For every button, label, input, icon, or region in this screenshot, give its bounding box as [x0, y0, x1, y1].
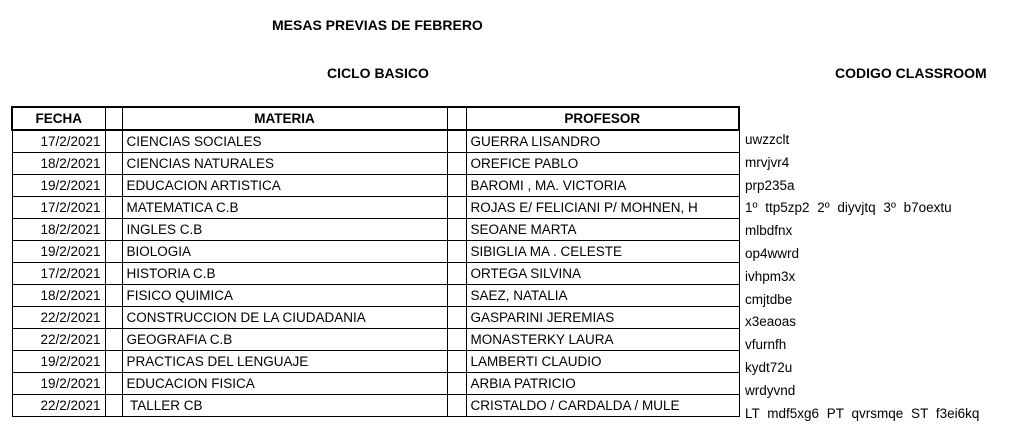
- cell-fecha: 17/2/2021: [12, 130, 105, 153]
- cell-spacer: [105, 130, 122, 153]
- table-row: [12, 263, 739, 285]
- cell-materia: CIENCIAS SOCIALES: [122, 130, 447, 153]
- table-row: [12, 153, 739, 175]
- cell-materia: CIENCIAS NATURALES: [122, 153, 447, 175]
- cell-spacer: [447, 285, 466, 307]
- cell-fecha: 22/2/2021: [12, 329, 105, 351]
- cell-spacer: [447, 329, 466, 351]
- cell-spacer: [105, 175, 122, 197]
- cell-spacer: [447, 197, 466, 219]
- cell-spacer: [447, 241, 466, 263]
- table-header-row: [12, 107, 739, 130]
- classroom-code: mlbdfnx: [745, 223, 793, 239]
- table-row: [12, 373, 739, 395]
- cell-profesor: ARBIA PATRICIO: [466, 373, 739, 395]
- cell-profesor: GASPARINI JEREMIAS: [466, 307, 739, 329]
- cell-fecha: 19/2/2021: [12, 351, 105, 373]
- header-fecha: FECHA: [12, 107, 105, 130]
- cell-materia: CONSTRUCCION DE LA CIUDADANIA: [122, 307, 447, 329]
- cell-profesor: ORTEGA SILVINA: [466, 263, 739, 285]
- classroom-code-heading: CODIGO CLASSROOM: [835, 65, 987, 81]
- cell-profesor: ROJAS E/ FELICIANI P/ MOHNEN, H: [466, 197, 739, 219]
- cell-materia: EDUCACION ARTISTICA: [122, 175, 447, 197]
- cell-fecha: 18/2/2021: [12, 285, 105, 307]
- cell-profesor: SIBIGLIA MA . CELESTE: [466, 241, 739, 263]
- cell-spacer: [105, 351, 122, 373]
- cell-fecha: 19/2/2021: [12, 175, 105, 197]
- cell-materia: INGLES C.B: [122, 219, 447, 241]
- classroom-code: mrvjvr4: [745, 154, 790, 170]
- cell-profesor: SEOANE MARTA: [466, 219, 739, 241]
- cell-spacer: [447, 219, 466, 241]
- cell-spacer: [105, 307, 122, 329]
- cell-spacer: [447, 307, 466, 329]
- cell-materia: EDUCACION FISICA: [122, 373, 447, 395]
- table-row: [12, 197, 739, 219]
- table-row: [12, 395, 739, 417]
- table-row: [12, 130, 739, 153]
- classroom-code: kydt72u: [745, 359, 793, 375]
- cell-spacer: [447, 175, 466, 197]
- cell-materia: MATEMATICA C.B: [122, 197, 447, 219]
- cell-spacer: [105, 329, 122, 351]
- cell-materia: FISICO QUIMICA: [122, 285, 447, 307]
- classroom-code: vfurnfh: [745, 337, 787, 353]
- cell-spacer: [105, 219, 122, 241]
- section-subtitle: CICLO BASICO: [327, 65, 429, 81]
- classroom-codes-column: [745, 129, 979, 425]
- cell-fecha: 22/2/2021: [12, 307, 105, 329]
- table-row: [12, 219, 739, 241]
- cell-spacer: [105, 373, 122, 395]
- cell-profesor: MONASTERKY LAURA: [466, 329, 739, 351]
- cell-fecha: 18/2/2021: [12, 219, 105, 241]
- cell-spacer: [105, 197, 122, 219]
- cell-profesor: GUERRA LISANDRO: [466, 130, 739, 153]
- cell-fecha: 17/2/2021: [12, 197, 105, 219]
- cell-materia: HISTORIA C.B: [122, 263, 447, 285]
- cell-profesor: BAROMI , MA. VICTORIA: [466, 175, 739, 197]
- classroom-code: wrdyvnd: [745, 382, 796, 398]
- cell-spacer: [447, 263, 466, 285]
- cell-materia: GEOGRAFIA C.B: [122, 329, 447, 351]
- table-row: [12, 351, 739, 373]
- schedule-table: [11, 106, 740, 417]
- cell-fecha: 17/2/2021: [12, 263, 105, 285]
- cell-spacer: [447, 351, 466, 373]
- table-row: [12, 329, 739, 351]
- header-materia: MATERIA: [122, 107, 447, 130]
- document-title: MESAS PREVIAS DE FEBRERO: [272, 17, 483, 33]
- cell-spacer: [105, 263, 122, 285]
- cell-profesor: LAMBERTI CLAUDIO: [466, 351, 739, 373]
- cell-spacer: [447, 153, 466, 175]
- cell-fecha: 18/2/2021: [12, 153, 105, 175]
- table-row: [12, 307, 739, 329]
- header-profesor: PROFESOR: [466, 107, 739, 130]
- cell-spacer: [105, 241, 122, 263]
- cell-fecha: 19/2/2021: [12, 373, 105, 395]
- cell-spacer: [105, 395, 122, 417]
- classroom-code: 1º ttp5zp2 2º diyvjtq 3º b7oextu: [745, 200, 952, 216]
- cell-materia: BIOLOGIA: [122, 241, 447, 263]
- cell-profesor: OREFICE PABLO: [466, 153, 739, 175]
- classroom-code: x3eaoas: [745, 314, 797, 330]
- cell-spacer: [105, 153, 122, 175]
- cell-profesor: CRISTALDO / CARDALDA / MULE: [466, 395, 739, 417]
- header-spacer: [447, 107, 466, 130]
- cell-materia: PRACTICAS DEL LENGUAJE: [122, 351, 447, 373]
- cell-materia: TALLER CB: [122, 395, 447, 417]
- table-row: [12, 175, 739, 197]
- table-body: [12, 130, 739, 417]
- table-row: [12, 241, 739, 263]
- classroom-code: cmjtdbe: [745, 291, 793, 307]
- cell-fecha: 19/2/2021: [12, 241, 105, 263]
- classroom-code: ivhpm3x: [745, 268, 796, 284]
- cell-profesor: SAEZ, NATALIA: [466, 285, 739, 307]
- cell-spacer: [447, 373, 466, 395]
- classroom-code: LT mdf5xg6 PT qvrsmqe ST f3ei6kq: [745, 405, 980, 421]
- table-row: [12, 285, 739, 307]
- cell-fecha: 22/2/2021: [12, 395, 105, 417]
- classroom-code: prp235a: [745, 177, 795, 193]
- cell-spacer: [447, 395, 466, 417]
- classroom-code: op4wwrd: [745, 245, 800, 261]
- cell-spacer: [447, 130, 466, 153]
- header-spacer: [105, 107, 122, 130]
- cell-spacer: [105, 285, 122, 307]
- classroom-code: uwzzclt: [745, 132, 790, 147]
